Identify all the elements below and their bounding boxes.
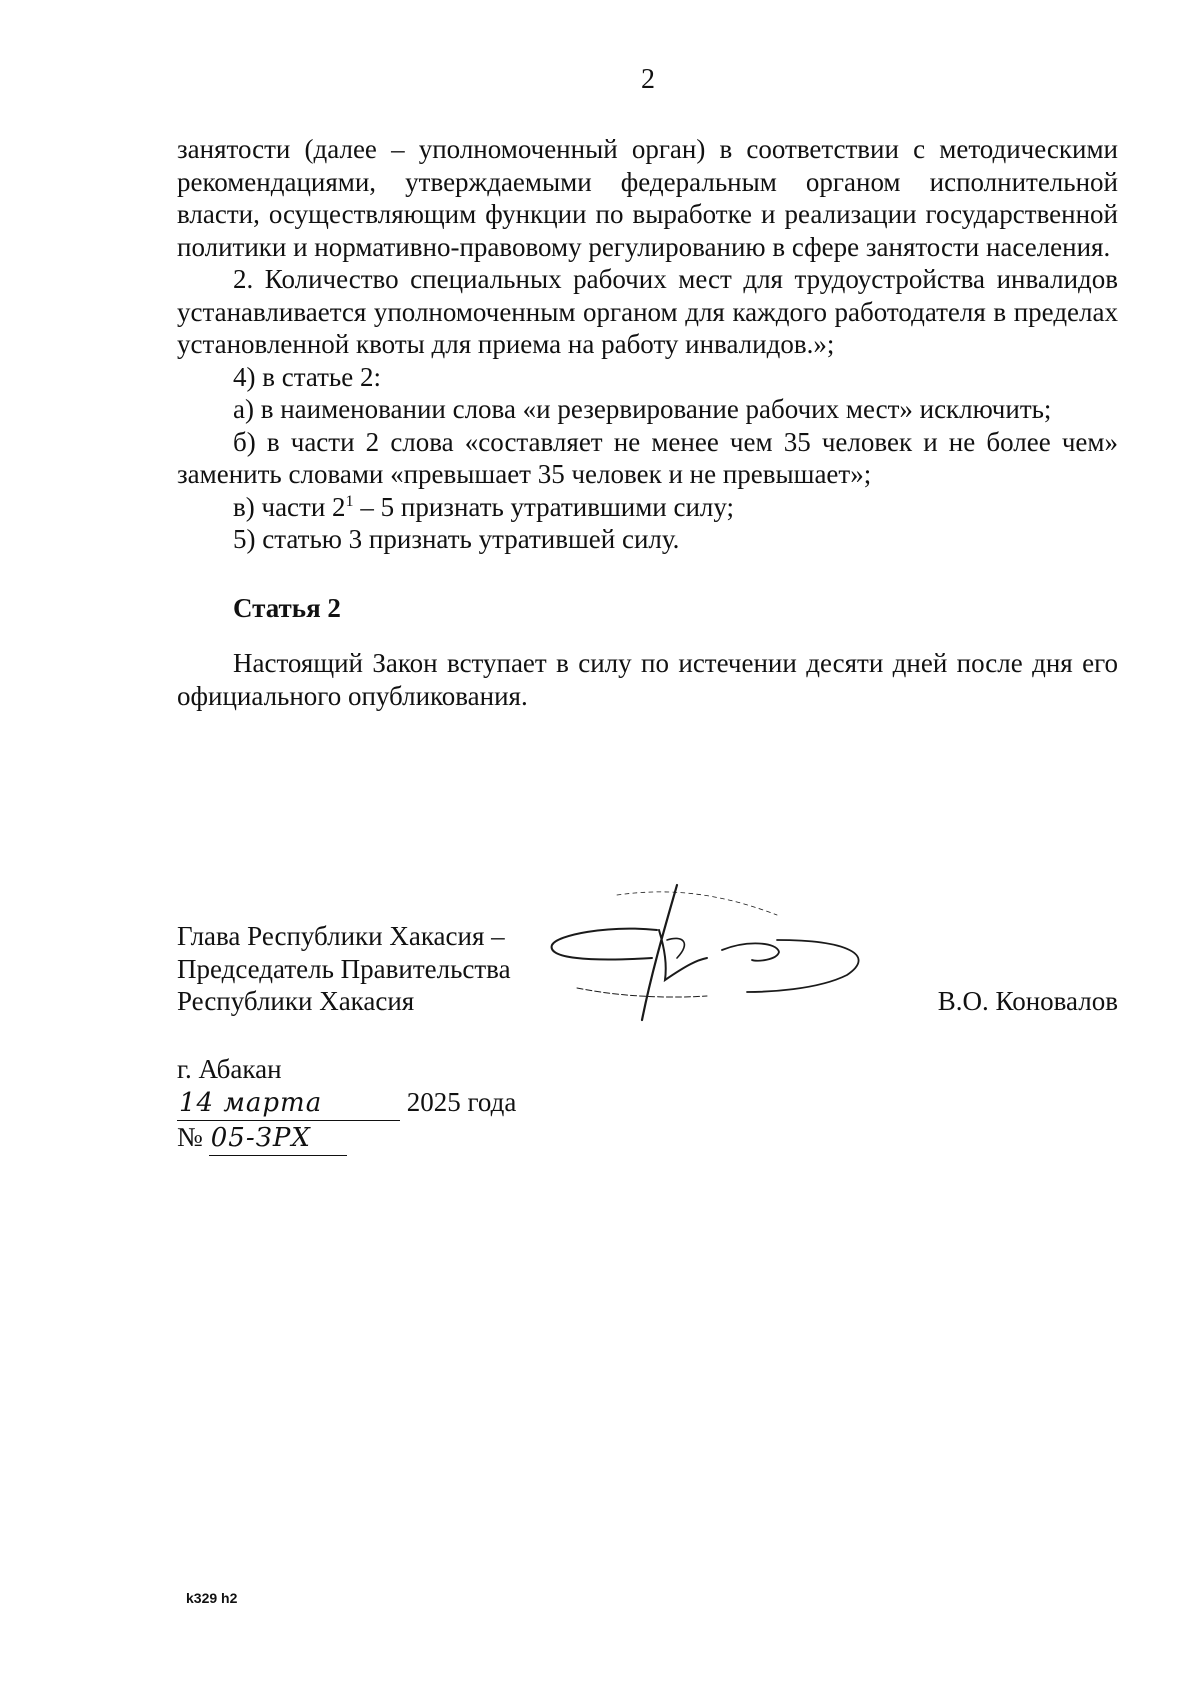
signature-block <box>177 920 1118 1018</box>
paragraph-item-4b: б) в части 2 слова «составляет не менее чем 35 человек и не более чем» заменить словами «превышает 35 человек и не превышает»; <box>177 426 1118 489</box>
paragraph-continuation: занятости (далее – уполномоченный орган) в соответствии с методическими рекомендациями, утверждаемыми федеральным органом исполнительной власти, осуществляющим функции по выработке и реализации государственной политики и нормативно-правовому регулированию в сфере занятости населения. <box>177 134 1118 262</box>
date-line <box>177 1086 516 1121</box>
item-v-before: в) части 2 <box>233 491 346 522</box>
paragraph-item-4a: а) в наименовании слова «и резервирование рабочих мест» исключить; <box>233 394 1052 424</box>
paragraph-item-4v <box>177 491 1118 524</box>
date-year: 2025 года <box>400 1087 517 1117</box>
paragraph-item-5: 5) статью 3 признать утратившей силу. <box>233 524 680 554</box>
city: г. Абакан <box>177 1054 282 1084</box>
signatory-title-line-3: Республики Хакасия <box>177 986 415 1016</box>
handwritten-signature <box>547 880 887 1040</box>
paragraph-item-2: 2. Количество специальных рабочих мест для трудоустройства инвалидов устанавливается уполномоченным органом для каждого работодателя в пределах установленной квоты для приема на работу инвалидов.»; <box>177 264 1118 359</box>
item-v-superscript: 1 <box>345 491 354 510</box>
article-2-heading: Статья 2 <box>233 592 341 623</box>
paragraph-item-4: 4) в статье 2: <box>233 361 381 392</box>
signatory-title-line-2: Председатель Правительства <box>177 953 511 984</box>
signatory-title-line-1: Глава Республики Хакасия – <box>177 921 505 951</box>
document-body <box>177 133 1118 712</box>
handwritten-law-number: 05-ЗРХ <box>209 1122 347 1156</box>
page-number: 2 <box>641 64 655 95</box>
handwritten-date: 14 марта <box>177 1087 400 1121</box>
place-date-block <box>177 1053 516 1156</box>
number-sign: № <box>177 1122 203 1152</box>
signatory-name: В.О. Коновалов <box>937 986 1118 1016</box>
item-v-after: – 5 признать утратившими силу; <box>353 491 735 522</box>
number-line <box>177 1121 516 1156</box>
article-2-text: Настоящий Закон вступает в силу по истечении десяти дней после дня его официального опубликования. <box>177 648 1118 711</box>
footer-document-code: k329 h2 <box>186 1590 238 1606</box>
